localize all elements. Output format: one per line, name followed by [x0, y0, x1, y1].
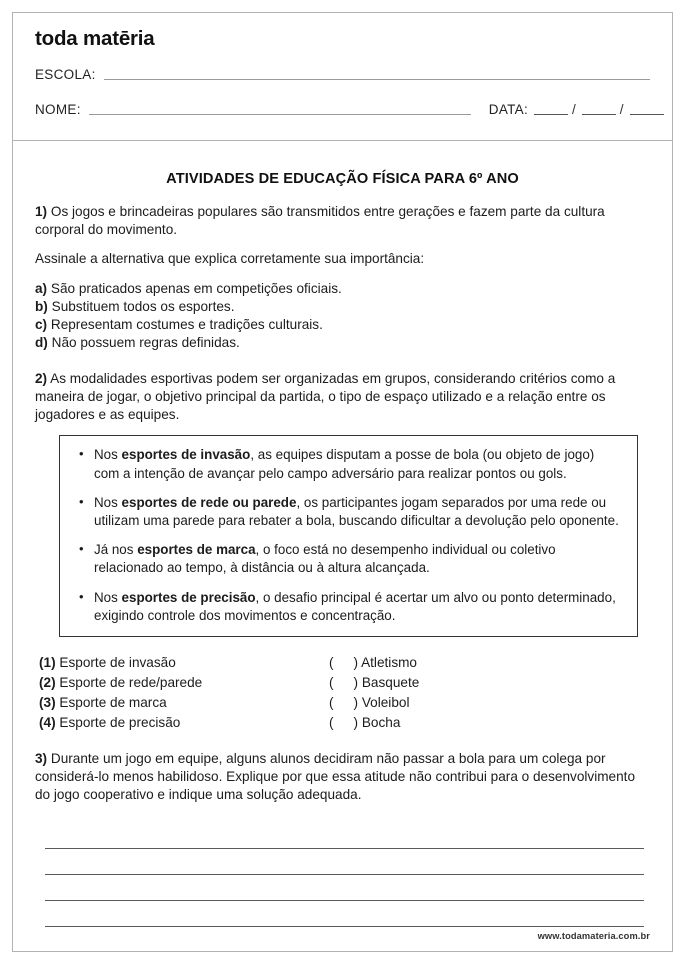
- bullet-4-term: esportes de precisão: [121, 589, 256, 605]
- matching-right-item-2[interactable]: [329, 673, 579, 693]
- matching-left-num-3: (3): [39, 695, 56, 711]
- question-1-alternatives: [35, 280, 650, 353]
- alternative-a-letter: a): [35, 280, 48, 296]
- alternative-c-letter: c): [35, 317, 48, 333]
- matching-right-item-1[interactable]: [329, 653, 579, 673]
- alternative-b-letter: b): [35, 298, 48, 314]
- spacer-after-matching: [35, 733, 650, 750]
- question-2-text: As modalidades esportivas podem ser organizadas em grupos, considerando critérios como a maneira de jogar, o objetivo principal da partida, o tipo de espaço utilizado e a relação entre os jogadores e as equipes.: [35, 370, 616, 423]
- list-item: [79, 588, 623, 625]
- bullet-3-lead: Já nos: [94, 542, 138, 558]
- matching-left-label-2: Esporte de rede/parede: [59, 675, 203, 691]
- alternative-a-text: São praticados apenas em competições oficiais.: [50, 280, 342, 296]
- bullet-icon: •: [79, 446, 84, 462]
- spacer-after-q1: [35, 353, 650, 370]
- bullet-icon: •: [79, 588, 84, 604]
- matching-exercise: [39, 653, 650, 733]
- question-1-instruction: Assinale a alternativa que explica corretamente sua importância:: [35, 251, 425, 267]
- alternative-b[interactable]: [35, 298, 650, 316]
- list-item: [79, 541, 623, 577]
- worksheet-header: [13, 13, 672, 141]
- matching-blank-1[interactable]: ( ): [329, 655, 359, 671]
- worksheet-content: [13, 141, 672, 927]
- bullet-3-rest: , o foco está no desempenho individual ou coletivo relacionado ao tempo, à distância ou à altura alcançada.: [94, 542, 556, 576]
- alternative-d-letter: d): [35, 335, 48, 351]
- date-field-label: DATA:: [488, 102, 529, 117]
- answer-line-1[interactable]: [45, 823, 644, 849]
- matching-left-num-4: (4): [39, 715, 56, 730]
- date-day-blank[interactable]: [534, 114, 568, 115]
- alternative-d-text: Não possuem regras definidas.: [51, 335, 240, 351]
- alternative-d[interactable]: [35, 334, 650, 352]
- worksheet-page: [12, 12, 673, 952]
- bullet-1-rest: , as equipes disputam a posse de bola (ou objeto de jogo) com a intenção de avançar pelo campo adversário para realizar pontos ou gols.: [94, 447, 595, 481]
- matching-left-column: [39, 653, 329, 733]
- matching-left-label-4: Esporte de precisão: [59, 715, 181, 730]
- bullet-2-term: esportes de rede ou parede: [121, 494, 297, 510]
- matching-left-item-1: [39, 653, 329, 673]
- bullet-2-lead: Nos: [94, 494, 122, 510]
- matching-right-label-4: Bocha: [361, 715, 401, 730]
- bullet-2-rest: , os participantes jogam separados por uma rede ou utilizam uma parede para rebater a bola, buscando dificultar a devolução pelo oponente.: [94, 494, 619, 528]
- page-title: ATIVIDADES DE EDUCAÇÃO FÍSICA PARA 6º ANO: [166, 171, 519, 187]
- matching-left-item-3: [39, 693, 329, 713]
- answer-line-2[interactable]: [45, 849, 644, 875]
- list-item: [79, 446, 623, 482]
- date-slash-1: /: [572, 102, 576, 117]
- question-1-text: Os jogos e brincadeiras populares são transmitidos entre gerações e fazem parte da cultura corporal do movimento.: [35, 204, 605, 238]
- matching-right-label-1: Atletismo: [361, 655, 417, 671]
- date-field-group: [489, 102, 668, 118]
- bullet-4-lead: Nos: [94, 589, 122, 605]
- answer-line-4[interactable]: [45, 901, 644, 927]
- alternative-b-text: Substituem todos os esportes.: [51, 298, 235, 314]
- question-3-text: Durante um jogo em equipe, alguns alunos decidiram não passar a bola para um colega por considerá-lo menos habilidoso. Explique por que essa atitude não contribui para o desenvolvimento do jogo cooperativo e indique uma solução adequada.: [35, 750, 636, 803]
- matching-right-item-3[interactable]: [329, 693, 579, 713]
- matching-blank-2[interactable]: ( ): [329, 675, 359, 691]
- matching-left-label-1: Esporte de invasão: [59, 655, 176, 671]
- school-field-row: [35, 67, 650, 83]
- alternative-c-text: Representam costumes e tradições culturais.: [50, 317, 323, 333]
- brand-logo: toda matēria: [35, 27, 155, 50]
- answer-lines: [45, 823, 644, 927]
- bullet-icon: •: [79, 541, 84, 557]
- matching-left-num-1: (1): [39, 655, 56, 671]
- list-item: [79, 493, 623, 530]
- alternative-c[interactable]: [35, 316, 650, 334]
- date-slash-2: /: [619, 102, 624, 117]
- question-3: [35, 750, 650, 805]
- question-1: [35, 203, 650, 239]
- footer-website[interactable]: www.todamateria.com.br: [537, 931, 650, 941]
- bullet-icon: •: [79, 493, 84, 509]
- matching-blank-4[interactable]: ( ): [329, 715, 359, 730]
- bullet-4-rest: , o desafio principal é acertar um alvo ou ponto determinado, exigindo controle dos movimentos e concentração.: [94, 589, 616, 623]
- bullet-1-lead: Nos: [94, 447, 122, 463]
- alternative-a[interactable]: [35, 280, 650, 298]
- question-1-number: 1): [35, 204, 48, 219]
- sport-categories-box: [59, 435, 638, 637]
- date-year-blank[interactable]: [630, 114, 664, 115]
- matching-right-label-3: Voleibol: [361, 695, 410, 711]
- matching-right-column: [329, 653, 579, 733]
- matching-right-label-2: Basquete: [361, 675, 420, 691]
- question-3-number: 3): [35, 750, 48, 766]
- matching-left-item-4: [39, 713, 329, 733]
- bullet-3-term: esportes de marca: [137, 542, 256, 558]
- matching-right-item-4[interactable]: [329, 713, 579, 733]
- answer-line-3[interactable]: [45, 875, 644, 901]
- sport-categories-list: [74, 446, 623, 625]
- school-field-blank[interactable]: [104, 79, 650, 80]
- name-field-blank[interactable]: [89, 114, 471, 115]
- matching-left-item-2: [39, 673, 329, 693]
- bullet-1-term: esportes de invasão: [121, 447, 251, 463]
- matching-blank-3[interactable]: ( ): [329, 695, 359, 711]
- date-month-blank[interactable]: [582, 114, 616, 115]
- name-field-label: NOME:: [35, 102, 81, 117]
- name-date-field-row: [35, 102, 650, 118]
- matching-left-num-2: (2): [39, 675, 56, 691]
- school-field-label: ESCOLA:: [35, 67, 96, 82]
- matching-left-label-3: Esporte de marca: [59, 695, 167, 711]
- question-2: [35, 370, 650, 425]
- question-2-number: 2): [35, 370, 48, 386]
